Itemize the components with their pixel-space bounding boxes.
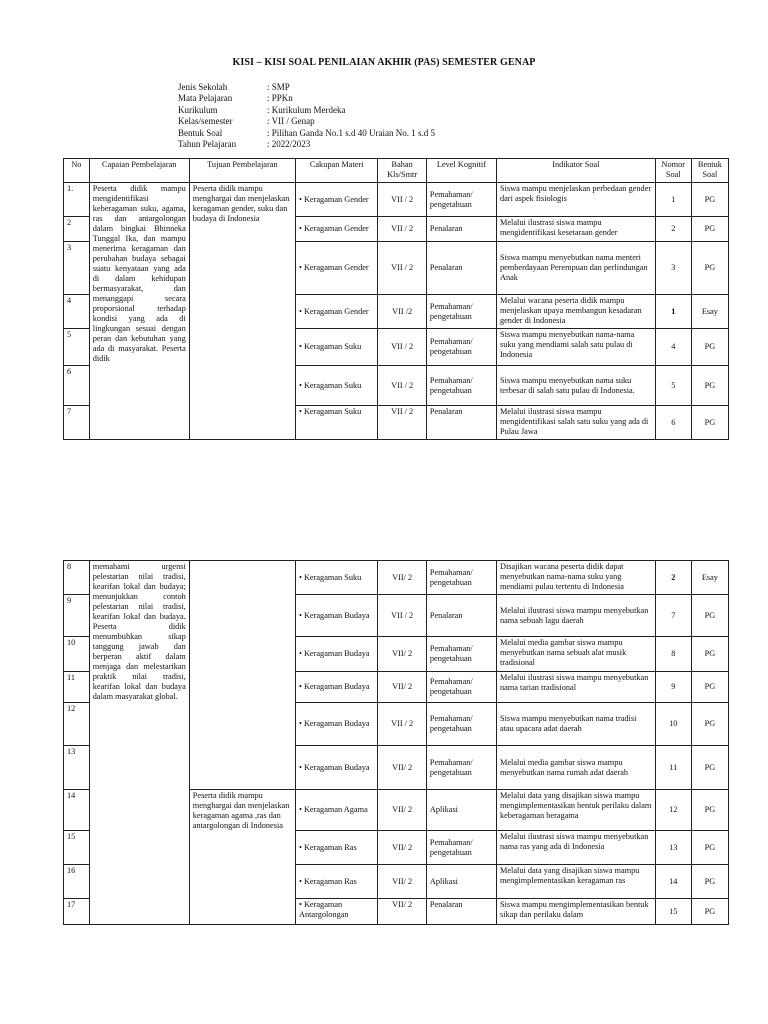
bentuk-cell: Esay xyxy=(691,561,728,595)
row-no: 11 xyxy=(64,672,90,703)
materi-text: Keragaman Suku xyxy=(303,380,362,390)
header-tujuan: Tujuan Pembelajaran xyxy=(189,159,295,183)
row-no: 12 xyxy=(64,703,90,746)
kelas-cell: VII / 2 xyxy=(378,595,426,637)
indikator-cell: Melalui wacana peserta didik mampu menjelaskan upaya membangun kesadaran gender di Indonesia xyxy=(496,295,655,329)
bentuk-cell: PG xyxy=(691,366,728,406)
bentuk-cell: PG xyxy=(691,637,728,672)
capaian-pembelajaran-cell: Peserta didik mampu mengidentifikasi keberagaman suku, agama, ras dan antargolongan dalam bingkai Bhinneka Tunggal Ika, dan mampu menerima keragaman dan perubahan budaya sebagai suatu kenyataan yang ada di dalam kehidupan bermasyarakat, dan menanggapi secara proporsional terhadap kondisi yang ada di lingkungan sesuai dengan peran dan kebutuhan yang ada di masyarakat. Peserta didik xyxy=(89,183,189,440)
row-no: 4 xyxy=(64,295,90,329)
indikator-cell: Siswa mampu menyebutkan nama menteri pemberdayaan Perempuan dan perlindungan Anak xyxy=(496,242,655,295)
table-row xyxy=(64,183,729,217)
meta-label: Bentuk Soal xyxy=(178,127,223,138)
bentuk-cell: PG xyxy=(691,406,728,440)
row-no: 2 xyxy=(64,217,90,242)
kisi-table-page-2 xyxy=(63,560,729,925)
materi-cell xyxy=(295,295,377,329)
materi-text: Keragaman Budaya xyxy=(303,649,370,658)
indikator-cell: Melalui ilustrasi siswa mampu mengidentifikasi kesetaraan gender xyxy=(496,217,655,242)
materi-cell xyxy=(295,790,377,831)
kelas-cell: VII/ 2 xyxy=(378,637,426,672)
indikator-cell: Melalui media gambar siswa mampu menyebutkan nama rumah adat daerah xyxy=(496,746,655,790)
materi-cell xyxy=(295,406,377,440)
row-no: 16 xyxy=(64,865,90,899)
level-cell: Aplikasi xyxy=(426,790,496,831)
kelas-cell: VII / 2 xyxy=(378,703,426,746)
kelas-cell: VII / 2 xyxy=(378,366,426,406)
nomor-cell: 3 xyxy=(655,242,691,295)
kelas-cell: VII/ 2 xyxy=(378,790,426,831)
materi-text: Keragaman Agama xyxy=(303,805,368,814)
kelas-cell: VII/ 2 xyxy=(378,831,426,865)
document-meta xyxy=(178,82,435,150)
meta-label: Kurikulum xyxy=(178,104,218,115)
meta-label: Tahun Pelajaran xyxy=(178,139,237,150)
materi-cell xyxy=(295,217,377,242)
header-bentuk: Bentuk Soal xyxy=(691,159,728,183)
indikator-cell: Siswa mampu menyebutkan nama tradisi atau upacara adat daerah xyxy=(496,703,655,746)
nomor-cell: 5 xyxy=(655,366,691,406)
kelas-cell: VII / 2 xyxy=(378,242,426,295)
kelas-cell: VII/ 2 xyxy=(378,672,426,703)
materi-cell xyxy=(295,865,377,899)
kelas-cell: VII/ 2 xyxy=(378,865,426,899)
meta-row xyxy=(178,93,435,104)
level-cell: Pemahaman/ pengetahuan xyxy=(426,703,496,746)
meta-label: Jenis Sekolah xyxy=(178,82,228,92)
nomor-cell: 7 xyxy=(655,595,691,637)
meta-row xyxy=(178,116,435,127)
row-no: 5 xyxy=(64,329,90,366)
indikator-cell: Melalui media gambar siswa mampu menyebutkan nama sebuah alat musik tradisional xyxy=(496,637,655,672)
kelas-cell: VII/ 2 xyxy=(378,561,426,595)
row-no: 17 xyxy=(64,899,90,925)
kelas-cell: VII/ 2 xyxy=(378,899,426,925)
level-cell: Pemahaman/ pengetahuan xyxy=(426,183,496,217)
tujuan-pembelajaran-cell: Peserta didik mampu menghargai dan menjelaskan keragaman gender, suku dan budaya di Indonesia xyxy=(189,183,295,440)
kelas-cell: VII/ 2 xyxy=(378,746,426,790)
bentuk-cell: PG xyxy=(691,899,728,925)
table-header-row xyxy=(64,159,729,183)
materi-text: Keragaman Gender xyxy=(303,224,369,233)
meta-value: : 2022/2023 xyxy=(267,139,311,150)
materi-cell xyxy=(295,242,377,295)
materi-cell xyxy=(295,899,377,925)
bentuk-cell: PG xyxy=(691,790,728,831)
bentuk-cell: PG xyxy=(691,242,728,295)
materi-cell xyxy=(295,329,377,366)
indikator-cell: Melalui ilustrasi siswa mampu mengidentifikasi salah satu suku yang ada di Pulau Jawa xyxy=(496,406,655,440)
level-cell: Penalaran xyxy=(426,242,496,295)
nomor-cell: 11 xyxy=(655,746,691,790)
header-capaian: Capaian Pembelajaran xyxy=(89,159,189,183)
bentuk-cell: PG xyxy=(691,329,728,366)
nomor-cell: 13 xyxy=(655,831,691,865)
row-no: 15 xyxy=(64,831,90,865)
materi-cell xyxy=(295,637,377,672)
bentuk-cell: PG xyxy=(691,672,728,703)
level-cell: Pemahaman/ pengetahuan xyxy=(426,329,496,366)
nomor-cell: 14 xyxy=(655,865,691,899)
bentuk-cell: PG xyxy=(691,703,728,746)
row-no: 1. xyxy=(64,183,90,217)
meta-value: : PPKn xyxy=(267,93,293,104)
meta-row xyxy=(178,128,435,139)
bentuk-cell: PG xyxy=(691,831,728,865)
indikator-cell: Melalui ilustrasi siswa mampu menyebutkan nama tarian tradisional xyxy=(496,672,655,703)
meta-label: Kelas/semester xyxy=(178,116,233,127)
meta-row xyxy=(178,105,435,116)
header-materi: Cakupan Materi xyxy=(295,159,377,183)
bentuk-cell: PG xyxy=(691,746,728,790)
indikator-cell: Melalui data yang disajikan siswa mampu mengimplementasikan keragaman ras xyxy=(496,865,655,899)
row-no: 6 xyxy=(64,366,90,406)
nomor-cell: 8 xyxy=(655,637,691,672)
materi-text: Keragaman Ras xyxy=(303,842,357,852)
row-no: 9 xyxy=(64,595,90,637)
indikator-cell: Melalui ilustrasi siswa mampu menyebutkan nama ras yang ada di Indonesia xyxy=(496,831,655,865)
indikator-cell: Melalui data yang disajikan siswa mampu mengimplementasikan bentuk perilaku dalam keberagaman beragama xyxy=(496,790,655,831)
kelas-cell: VII /2 xyxy=(378,295,426,329)
meta-value: : Pilihan Ganda No.1 s.d 40 Uraian No. 1 s.d 5 xyxy=(267,127,435,138)
materi-cell xyxy=(295,746,377,790)
bentuk-cell: PG xyxy=(691,595,728,637)
row-no: 14 xyxy=(64,790,90,831)
indikator-cell: Melalui ilustrasi siswa mampu menyebutkan nama sebuah lagu daerah xyxy=(496,595,655,637)
header-kelas: Bahan Kls/Smtr xyxy=(378,159,426,183)
meta-row xyxy=(178,82,435,93)
materi-cell xyxy=(295,366,377,406)
bentuk-cell: PG xyxy=(691,217,728,242)
indikator-cell: Siswa mampu menyebutkan nama suku terbesar di salah satu pulau di Indonesia. xyxy=(496,366,655,406)
kelas-cell: VII / 2 xyxy=(378,217,426,242)
row-no: 8 xyxy=(64,561,90,595)
materi-text: Keragaman Gender xyxy=(303,263,369,272)
nomor-cell: 1 xyxy=(655,183,691,217)
materi-text: Keragaman Antargolongan xyxy=(298,900,349,919)
tujuan-pembelajaran-cell: Peserta didik mampu menghargai dan menjelaskan keragaman agama ,ras dan antargolongan di Indonesia xyxy=(189,790,295,925)
level-cell: Penalaran xyxy=(426,899,496,925)
bentuk-cell: PG xyxy=(691,865,728,899)
materi-text: Keragaman Suku xyxy=(303,342,362,351)
nomor-cell: 12 xyxy=(655,790,691,831)
level-cell: Pemahaman/ pengetahuan xyxy=(426,746,496,790)
nomor-cell: 10 xyxy=(655,703,691,746)
nomor-cell: 15 xyxy=(655,899,691,925)
meta-value: : SMP xyxy=(267,82,290,92)
header-indikator: Indikator Soal xyxy=(496,159,655,183)
nomor-cell: 6 xyxy=(655,406,691,440)
indikator-cell: Siswa mampu menyebutkan nama-nama suku yang mendiami salah satu pulau di Indonesia xyxy=(496,329,655,366)
materi-text: Keragaman Budaya xyxy=(303,719,370,728)
kelas-cell: VII / 2 xyxy=(378,406,426,440)
level-cell: Pemahaman/ pengetahuan xyxy=(426,561,496,595)
kisi-table-page-1 xyxy=(63,158,729,440)
row-no: 3 xyxy=(64,242,90,295)
tujuan-pembelajaran-empty-cell xyxy=(189,561,295,790)
header-nomor: Nomor Soal xyxy=(655,159,691,183)
header-level: Level Kognitif xyxy=(426,159,496,183)
meta-row xyxy=(178,139,435,150)
level-cell: Penalaran xyxy=(426,217,496,242)
meta-label: Mata Pelajaran xyxy=(178,93,233,104)
level-cell: Penalaran xyxy=(426,595,496,637)
capaian-pembelajaran-cell: memahami urgensi pelestarian nilai tradisi, kearifan lokal dan budaya; menunjukkan contoh pelestarian nilai tradisi, kearifan lokal dan budaya. Peserta didik menumbuhkan sikap tanggung jawab dan berperan aktif dalam menjaga dan melestarikan praktik nilai tradisi, kearifan lokal dan budaya dalam masyarakat global. xyxy=(89,561,189,925)
meta-value: : Kurikulum Merdeka xyxy=(267,104,346,115)
materi-text: Keragaman Gender xyxy=(303,306,369,316)
materi-cell xyxy=(295,831,377,865)
nomor-cell: 1 xyxy=(655,295,691,329)
nomor-cell: 4 xyxy=(655,329,691,366)
materi-text: Keragaman Gender xyxy=(303,194,369,204)
kelas-cell: VII / 2 xyxy=(378,183,426,217)
row-no: 10 xyxy=(64,637,90,672)
level-cell: Pemahaman/ pengetahuan xyxy=(426,366,496,406)
level-cell: Pemahaman/ pengetahuan xyxy=(426,831,496,865)
document-title: KISI – KISI SOAL PENILAIAN AKHIR (PAS) SEMESTER GENAP xyxy=(232,57,536,68)
row-no: 13 xyxy=(64,746,90,790)
level-cell: Pemahaman/ pengetahuan xyxy=(426,637,496,672)
materi-cell xyxy=(295,595,377,637)
materi-cell xyxy=(295,703,377,746)
materi-cell xyxy=(295,561,377,595)
table-row xyxy=(64,561,729,595)
meta-value: : VII / Genap xyxy=(267,116,315,127)
level-cell: Penalaran xyxy=(426,406,496,440)
header-no: No xyxy=(64,159,90,183)
indikator-cell: Siswa mampu menjelaskan perbedaan gender dari aspek fisiologis xyxy=(496,183,655,217)
level-cell: Pemahaman/ pengetahuan xyxy=(426,672,496,703)
nomor-cell: 2 xyxy=(655,217,691,242)
nomor-cell: 2 xyxy=(655,561,691,595)
materi-cell xyxy=(295,183,377,217)
bentuk-cell: Esay xyxy=(691,295,728,329)
materi-text: Keragaman Budaya xyxy=(303,682,370,691)
materi-text: Keragaman Suku xyxy=(303,572,362,582)
indikator-cell: Siswa mampu mengimplementasikan bentuk sikap dan perilaku dalam xyxy=(496,899,655,925)
level-cell: Pemahaman/ pengetahuan xyxy=(426,295,496,329)
kelas-cell: VII / 2 xyxy=(378,329,426,366)
row-no: 7 xyxy=(64,406,90,440)
level-cell: Aplikasi xyxy=(426,865,496,899)
bentuk-cell: PG xyxy=(691,183,728,217)
materi-cell xyxy=(295,672,377,703)
materi-text: Keragaman Ras xyxy=(303,876,357,886)
materi-text: Keragaman Suku xyxy=(303,407,362,416)
materi-text: Keragaman Budaya xyxy=(303,762,370,772)
materi-text: Keragaman Budaya xyxy=(303,610,370,620)
indikator-cell: Disajikan wacana peserta didik dapat menyebutkan nama-nama suku yang mendiami pulau tertentu di Indonesia xyxy=(496,561,655,595)
nomor-cell: 9 xyxy=(655,672,691,703)
